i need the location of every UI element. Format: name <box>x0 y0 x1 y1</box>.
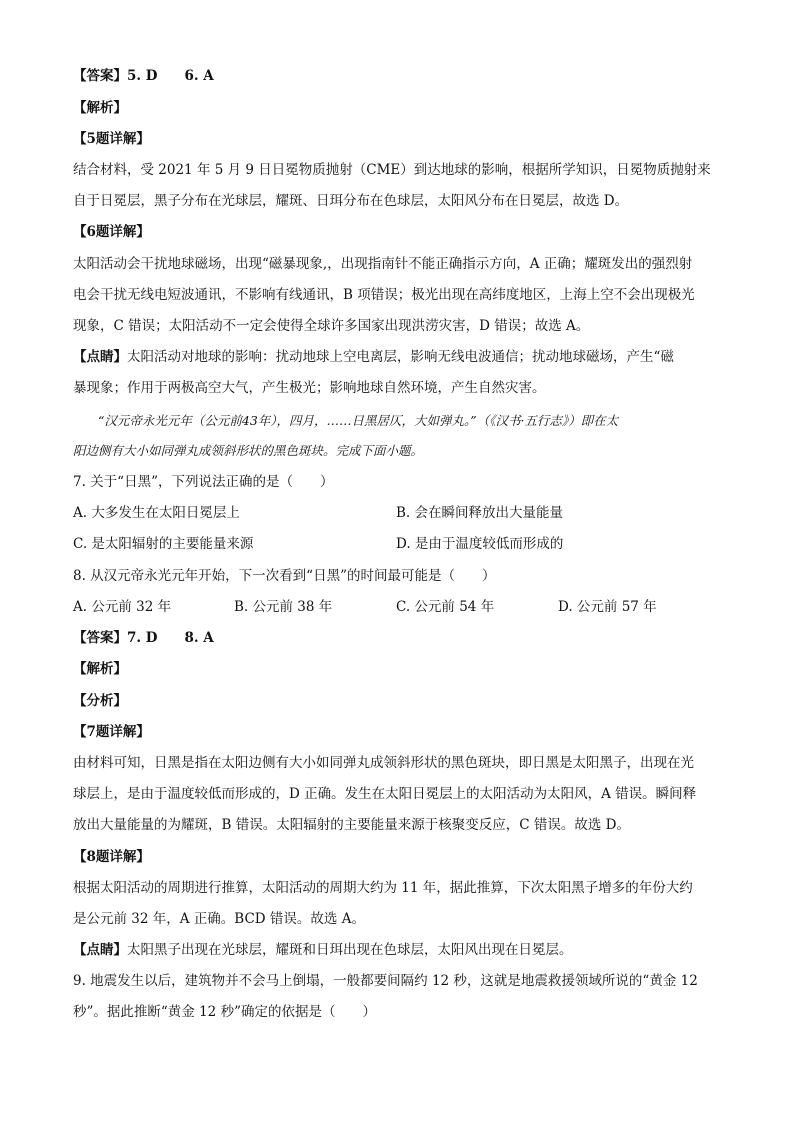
q7-detail-heading: 【7题详解】 <box>73 724 150 740</box>
q8-option-d: D. 公元前 57 年 <box>558 599 657 615</box>
material-line-2: 阳边侧有大小如同弹丸成领斜形状的黑色斑块。完成下面小题。 <box>73 443 424 458</box>
q8-detail-heading: 【8题详解】 <box>73 849 150 865</box>
q5-explanation-line-1: 结合材料，受 2021 年 5 月 9 日日冕物质抛射（CME）到达地球的影响，根据所学知识，日冕物质抛射来 <box>73 162 711 178</box>
q6-explanation-line-1: 太阳活动会干扰地球磁场，出现“磁暴现象,，出现指南针不能正确指示方向，A 正确；耀斑发出的强烈射 <box>73 256 693 272</box>
q7-explanation-line-2: 球层上，是由于温度较低而形成的，D 正确。发生在太阳日冕层上的太阳活动为太阳风，A 错误。瞬间释 <box>73 786 697 802</box>
q9-stem-line-1: 9. 地震发生以后，建筑物并不会马上倒塌，一般都要间隔约 12 秒，这就是地震救援领域所说的“黄金 12 <box>73 973 698 989</box>
q6-explanation-line-3: 现象，C 错误；太阳活动不一定会使得全球许多国家出现洪涝灾害，D 错误；故选 A。 <box>73 318 590 334</box>
q9-stem-line-2: 秒”。据此推断“黄金 12 秒”确定的依据是（ ） <box>73 1004 376 1020</box>
q7-explanation-line-1: 由材料可知，日黑是指在太阳边侧有大小如同弹丸成领斜形状的黑色斑块，即日黑是太阳黑子，出现在光 <box>73 755 694 771</box>
tip-line-1: 【点睛】太阳活动对地球的影响：扰动地球上空电离层，影响无线电波通信；扰动地球磁场，产生“磁 <box>73 349 674 365</box>
q7-option-d: D. 是由于温度较低而形成的 <box>396 536 564 552</box>
answer-5-6: 【答案】5. D 6. A <box>73 68 214 84</box>
q7-option-a: A. 大多发生在太阳日冕层上 <box>73 505 240 521</box>
q8-option-a: A. 公元前 32 年 <box>73 599 172 615</box>
q6-explanation-line-2: 电会干扰无线电短波通讯，不影响有线通讯，B 项错误；极光出现在高纬度地区，上海上空不会出现极光 <box>73 287 695 303</box>
q5-detail-heading: 【5题详解】 <box>73 131 150 147</box>
analysis-heading-2: 【解析】 <box>73 661 127 677</box>
analysis-heading: 【解析】 <box>73 100 127 116</box>
q8-stem: 8. 从汉元帝永光元年开始，下一次看到“日黑”的时间最可能是（ ） <box>73 568 496 584</box>
q7-option-c: C. 是太阳辐射的主要能量来源 <box>73 536 254 552</box>
q8-explanation-line-1: 根据太阳活动的周期进行推算，太阳活动的周期大约为 11 年，据此推算，下次太阳黑子增多的年份大约 <box>73 880 693 896</box>
q7-option-b: B. 会在瞬间释放出大量能量 <box>396 505 564 521</box>
q8-explanation-line-2: 是公元前 32 年，A 正确。BCD 错误。故选 A。 <box>73 911 365 927</box>
answer-7-8: 【答案】7. D 8. A <box>73 630 214 646</box>
q8-option-b: B. 公元前 38 年 <box>234 599 333 615</box>
q7-explanation-line-3: 放出大量能量的为耀斑，B 错误。太阳辐射的主要能量来源于核聚变反应，C 错误。故选 D。 <box>73 817 630 833</box>
q8-option-c: C. 公元前 54 年 <box>396 599 495 615</box>
tip-line-2: 暴现象；作用于两极高空大气，产生极光；影响地球自然环境，产生自然灾害。 <box>73 380 546 396</box>
q5-explanation-line-2: 自于日冕层，黑子分布在光球层，耀斑、日珥分布在色球层，太阳风分布在日冕层，故选 D。 <box>73 193 629 209</box>
tip-2: 【点睛】太阳黑子出现在光球层，耀斑和日珥出现在色球层，太阳风出现在日冕层。 <box>73 942 573 958</box>
analysis-subheading: 【分析】 <box>73 693 127 709</box>
q7-stem: 7. 关于“日黑”，下列说法正确的是（ ） <box>73 474 334 490</box>
material-line-1: “汉元帝永光元年（公元前43年），四月，……日黑居仄，大如弹丸。”（《汉书·五行志》）即在太 <box>73 413 619 428</box>
q6-detail-heading: 【6题详解】 <box>73 224 150 240</box>
